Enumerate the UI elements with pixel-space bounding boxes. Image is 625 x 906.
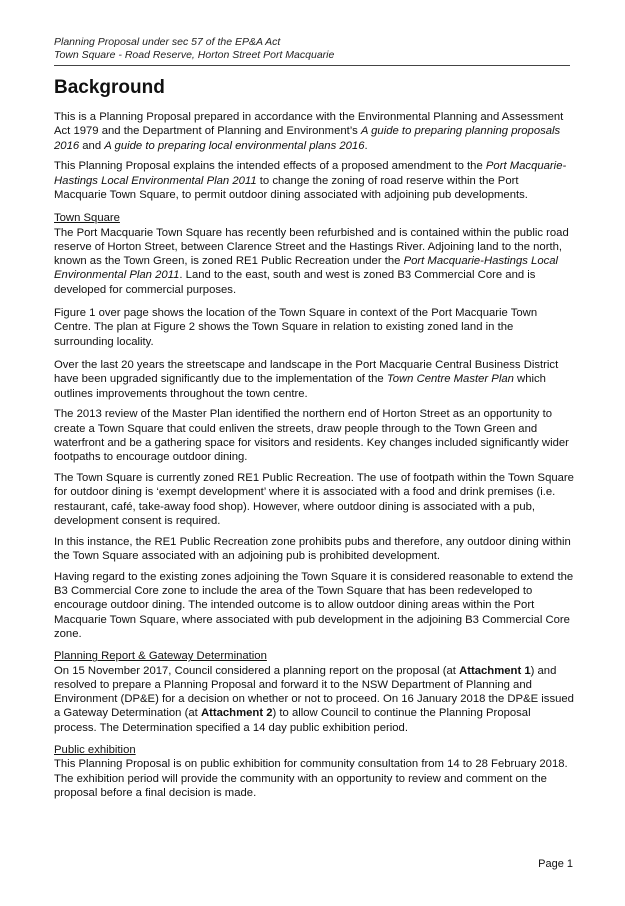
section-heading-gateway: Planning Report & Gateway Determination (54, 650, 267, 663)
text-run: . (364, 139, 368, 152)
town-square-paragraph-1 (54, 226, 574, 297)
italic-run: A guide to preparing local environmental plans 2016 (104, 139, 365, 152)
section-heading-exhibition: Public exhibition (54, 744, 136, 757)
page-number: Page 1 (538, 858, 573, 870)
text-run: On 15 November 2017, Council considered a planning report on the proposal (at (54, 664, 460, 677)
italic-run: Port Macquarie-Hastings Local Environmental Plan 2011 (54, 160, 567, 187)
town-square-paragraph-6: In this instance, the RE1 Public Recreation zone prohibits pubs and therefore, any outdoor dining within the Town Square associated with an adjoining pub is prohibited development. (54, 535, 571, 563)
intro-paragraph-2 (54, 159, 574, 202)
exhibition-paragraph: This Planning Proposal is on public exhibition for community consultation from 14 to 28 February 2018. The exhibition period will provide the community with an opportunity to review and comment on the proposal before a final decision is made. (54, 758, 568, 799)
text-run: Over the last 20 years the streetscape and landscape in the Port Macquarie Central Business District have been upgraded significantly due to the implementation of the (54, 358, 559, 386)
gateway-paragraph (54, 664, 574, 735)
italic-run: Port Macquarie-Hastings Local Environmental Plan 2011 (54, 255, 559, 282)
town-square-paragraph-4: The 2013 review of the Master Plan identified the northern end of Horton Street as an opportunity to create a Town Square that could enliven the streets, draw people through to the Town Green and waterfront and be a gathering space for visitors and residents. Key changes included significantly wider footpaths to encourage outdoor dining. (54, 408, 569, 464)
section-heading-town-square: Town Square (54, 212, 120, 225)
italic-run: Town Centre Master Plan (386, 373, 514, 386)
town-square-paragraph-2: Figure 1 over page shows the location of the Town Square in context of the Port Macquarie Town Centre. The plan at Figure 2 shows the Town Square in relation to existing zoned land in the surrounding locality. (54, 307, 538, 348)
text-run: ) to allow Council to continue the Planning Proposal process. The Determination specified a 14 day public exhibition period. (54, 707, 531, 734)
text-run: which outlines improvements throughout the town centre. (54, 373, 546, 400)
attachment-2-reference: Attachment 2 (200, 707, 273, 720)
running-header (54, 36, 574, 66)
town-square-paragraph-3 (54, 358, 574, 401)
town-square-paragraph-5: The Town Square is currently zoned RE1 Public Recreation. The use of footpath within the Town Square for outdoor dining is ‘exempt development’ where it is associated with a food and drink premises (i.e. restaurant, café, take-away food shop). However, where outdoor dining is associated with a pub, development consent is required. (54, 472, 574, 527)
text-run: This is a Planning Proposal prepared in accordance with the Environmental Planning and Assessment Act 1979 and the Department of Planning and Environment’s (54, 111, 564, 138)
italic-run: A guide to preparing planning proposals 2016 (54, 125, 561, 152)
text-run: and (79, 139, 105, 152)
intro-paragraph-1 (54, 110, 574, 153)
page-title: Background (54, 77, 165, 98)
text-run: This Planning Proposal explains the intended effects of a proposed amendment to the (54, 160, 486, 173)
text-run: . Land to the east, south and west is zoned B3 Commercial Core and is developed for commercial purposes. (54, 269, 536, 296)
header-rule (54, 65, 570, 66)
main-content (54, 76, 574, 807)
header-line-2: Town Square - Road Reserve, Horton Street Port Macquarie (54, 49, 335, 61)
text-run: The Port Macquarie Town Square has recently been refurbished and is contained within the public road reserve of Horton Street, between Clarence Street and the Hastings River. Adjoining land to the north, known as the Town Green, is zoned RE1 Public Recreation under the (54, 226, 569, 268)
text-run: ) and resolved to prepare a Planning Proposal and forward it to the NSW Department of Planning and Environment (DP&E) for a decision on whether or not to proceed. On 16 January 2018 the DP&E issued a Gateway Determination (at (54, 664, 574, 720)
attachment-1-reference: Attachment 1 (459, 664, 531, 677)
text-run: to change the zoning of road reserve within the Port Macquarie Town Square, to permit outdoor dining associated with adjoining pub developments. (54, 174, 528, 201)
town-square-paragraph-7: Having regard to the existing zones adjoining the Town Square it is considered reasonable to extend the B3 Commercial Core zone to include the area of the Town Square that has been redeveloped to encourage outdoor dining. The intended outcome is to allow outdoor dining areas within the Port Macquarie Town Square, where associated with pub development in the adjoining B3 Commercial Core zone. (54, 570, 574, 640)
header-line-1: Planning Proposal under sec 57 of the EP&A Act (54, 36, 281, 48)
